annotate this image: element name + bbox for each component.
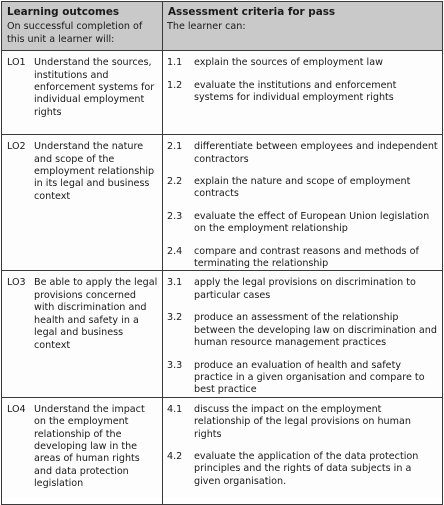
learning-outcomes-table (1, 1, 443, 505)
criterion-item (167, 312, 438, 349)
criterion-text: discuss the impact on the employment relationship of the legal provisions on human rights (194, 403, 411, 440)
outcome-code: LO2 (7, 141, 26, 153)
learning-outcomes-subtitle: On successful completion of this unit a learner will: (7, 21, 143, 45)
outcome-code: LO1 (7, 57, 26, 69)
table-row-lo3 (2, 271, 443, 397)
criterion-item (167, 277, 438, 302)
criterion-text: evaluate the effect of European Union legislation on the employment relationship (194, 210, 430, 235)
criterion-item (167, 57, 438, 69)
criterion-item (167, 176, 438, 201)
criterion-text: evaluate the institutions and enforcement systems for individual employment rights (194, 79, 397, 104)
learning-outcomes-header (2, 2, 163, 51)
criterion-item (167, 141, 438, 166)
criterion-text: evaluate the application of the data protection principles and the rights of data subjects in a given organisation. (194, 450, 419, 487)
criterion-number: 2.2 (167, 176, 183, 188)
criterion-number: 3.1 (167, 277, 183, 289)
criterion-item (167, 80, 438, 105)
table-header-row (2, 2, 443, 51)
criterion-number: 1.1 (167, 57, 183, 69)
table-row-lo4 (2, 397, 443, 504)
criterion-item (167, 246, 438, 271)
table-row-lo2 (2, 135, 443, 271)
outcome-text: Understand the impact on the employment relationship of the developing law in the areas of human rights and data protection legislation (34, 403, 145, 490)
outcome-code: LO4 (7, 403, 26, 415)
criterion-text: differentiate between employees and independent contractors (194, 141, 438, 165)
criterion-text: produce an assessment of the relationship between the developing law on discrimination and human resource management practices (194, 312, 437, 349)
learning-outcome-cell (2, 397, 163, 504)
criteria-cell (163, 397, 443, 504)
criterion-item (167, 404, 438, 441)
assessment-criteria-header (163, 2, 443, 51)
criterion-text: apply the legal provisions on discrimination to particular cases (194, 277, 416, 301)
learning-outcomes-title: Learning outcomes (7, 6, 120, 18)
table-row-lo1 (2, 51, 443, 135)
criterion-number: 4.2 (167, 450, 183, 462)
criteria-cell (163, 271, 443, 397)
criterion-text: produce an evaluation of health and safety practice in a given organisation and compare to best practice (194, 359, 425, 396)
criterion-number: 4.1 (167, 403, 183, 415)
criterion-number: 2.3 (167, 210, 183, 222)
criterion-text: explain the nature and scope of employment contracts (194, 176, 411, 200)
criterion-text: compare and contrast reasons and methods of terminating the relationship (194, 245, 419, 270)
outcome-text: Understand the nature and scope of the employment relationship in its legal and business context (34, 141, 155, 202)
criterion-number: 3.2 (167, 312, 183, 324)
learning-outcome-cell (2, 271, 163, 397)
assessment-criteria-title: Assessment criteria for pass (168, 6, 336, 18)
outcome-text: Be able to apply the legal provisions concerned with discrimination and health and safety in a legal and business context (34, 277, 158, 351)
criterion-number: 2.1 (167, 141, 183, 153)
outcome-text: Understand the sources, institutions and enforcement systems for individual employment rights (34, 57, 155, 118)
criteria-cell (163, 51, 443, 135)
learning-outcome-cell (2, 51, 163, 135)
criterion-item (167, 451, 438, 488)
learning-outcome-cell (2, 135, 163, 271)
outcome-code: LO3 (7, 277, 26, 289)
criterion-number: 3.3 (167, 359, 183, 371)
criterion-text: explain the sources of employment law (194, 57, 383, 69)
assessment-criteria-subtitle: The learner can: (167, 21, 246, 33)
criterion-number: 1.2 (167, 79, 183, 91)
criterion-item (167, 211, 438, 236)
criterion-number: 2.4 (167, 245, 183, 257)
criterion-item (167, 360, 438, 397)
criteria-cell (163, 135, 443, 271)
